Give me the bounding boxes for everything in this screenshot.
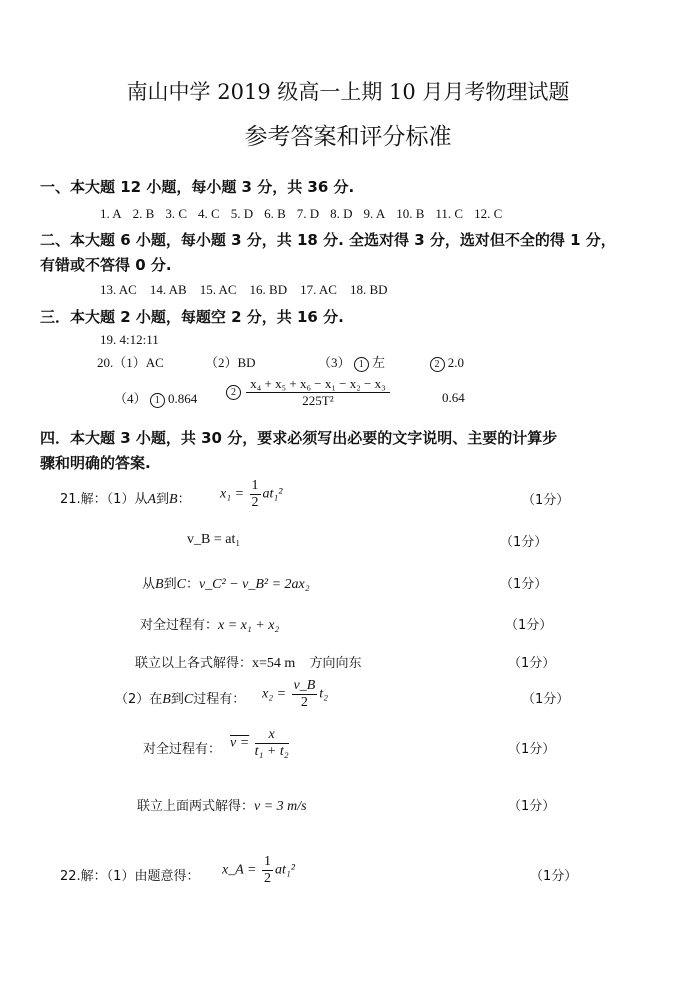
direction-text: 方向向东 — [309, 656, 362, 671]
answer-item: 15. AC — [199, 282, 237, 297]
q20-part3-a: 左 — [372, 356, 386, 371]
eq6-suffix: 过程有： — [193, 692, 246, 707]
q20-part4 — [114, 388, 197, 408]
q21-eq4-line — [140, 614, 279, 634]
eq-rhs: at₁² — [262, 486, 283, 502]
fraction-numerator: 1 — [251, 478, 259, 493]
section-1-answers — [100, 206, 513, 222]
section-4-heading-line1: 四．本大题 3 小题，共 30 分，要求必须写出必要的文字说明、主要的计算步 — [40, 429, 558, 447]
eq8-prefix: 联立上面两式解得： — [137, 799, 255, 814]
points-label: （1分） — [508, 799, 556, 814]
eq-lhs: x_A = — [222, 862, 257, 878]
half-fraction — [262, 854, 273, 887]
answer-item: 10. B — [396, 206, 425, 221]
eq-lhs: x₂ = — [262, 686, 287, 702]
q20-part1: 20.（1）AC — [97, 355, 164, 370]
fraction-denominator: 2 — [251, 495, 259, 510]
q21-eq5: x=54 m — [252, 656, 296, 671]
q21-eq8: v = 3 m/s — [254, 799, 307, 814]
answer-item: 9. A — [363, 206, 386, 221]
eq4-prefix: 对全过程有： — [140, 618, 219, 633]
point-b: B — [169, 492, 178, 507]
answer-item: 14. AB — [149, 282, 187, 297]
answer-item: 17. AC — [300, 282, 337, 297]
eq-lhs: v = — [230, 735, 250, 751]
q20-part4-formula — [226, 376, 392, 409]
q20-part4-c: 0.64 — [442, 390, 465, 405]
fraction-denominator: t₁ + t₂ — [254, 744, 289, 759]
eq7-prefix: 对全过程有： — [143, 742, 222, 757]
eq7-fraction — [255, 727, 289, 760]
to-text: 到 — [156, 492, 170, 507]
points-label: （1分） — [522, 692, 570, 707]
q21-eq7-line — [143, 738, 221, 757]
page-title: 南山中学 2019 级高一上期 10 月月考物理试题 — [126, 80, 570, 104]
q20-part4-a: 0.864 — [168, 391, 198, 406]
eq6-fraction — [292, 678, 318, 711]
points-label: （1分） — [508, 742, 556, 757]
eq6-prefix: （2）在 — [115, 692, 163, 707]
point-b: B — [155, 577, 164, 592]
eq-lhs: x₁ = — [220, 486, 245, 502]
q21-eq6-line — [115, 688, 245, 708]
fraction-numerator: x₄ + x₅ + x₆ − x₁ − x₂ − x₃ — [246, 376, 389, 393]
answer-item: 7. D — [296, 206, 320, 221]
answer-item: 4. C — [198, 206, 220, 221]
answer-item: 2. B — [132, 206, 155, 221]
answer-item: 5. D — [230, 206, 254, 221]
q22-label: 22.解：（1）由题意得： — [60, 869, 200, 884]
fraction-denominator: 2 — [300, 695, 308, 710]
q22-eq — [222, 854, 295, 887]
answer-item: 8. D — [330, 206, 353, 221]
fraction-numerator: x — [255, 727, 289, 744]
points-label: （1分） — [508, 656, 556, 671]
eq-rhs: t₂ — [319, 686, 329, 702]
fraction-denominator: 2 — [263, 871, 271, 886]
q20-part3-label: （3） — [318, 355, 351, 370]
circled-mark: 1 — [354, 357, 369, 372]
circled-mark: 1 — [150, 393, 165, 408]
points-label: （1分） — [505, 618, 553, 633]
fraction-denominator: 225T² — [302, 393, 334, 408]
q21-eq6 — [262, 678, 328, 711]
section-2-heading-line1: 二、本大题 6 小题，每小题 3 分，共 18 分. 全选对得 3 分，选对但不全的得 1 分， — [40, 231, 616, 249]
section-4-heading-line2: 骤和明确的答案. — [40, 454, 151, 472]
answer-item: 1. A — [100, 206, 122, 221]
answer-item: 11. C — [435, 206, 464, 221]
q20-part4-label: （4） — [114, 391, 147, 406]
answer-item: 6. B — [264, 206, 286, 221]
circled-mark: 2 — [430, 357, 445, 372]
fraction-numerator: 1 — [263, 854, 271, 869]
q21-eq3: v_C² − v_B² = 2ax₂ — [198, 577, 310, 592]
q21-eq4: x = x₁ + x₂ — [218, 618, 280, 633]
section-2-heading-line2: 有错或不答得 0 分. — [40, 256, 172, 274]
q20-part2: （2）BD — [205, 355, 256, 370]
point-b: B — [162, 692, 171, 707]
from-text: 从 — [142, 577, 156, 592]
point-c: C — [183, 692, 194, 707]
q21-eq1-line — [60, 488, 191, 508]
q20-part3 — [318, 352, 464, 372]
q21-eq2: v_B = at₁ — [187, 532, 241, 547]
q19-answer: 19. 4:12:11 — [100, 332, 159, 347]
eq-rhs: at₁² — [274, 862, 295, 878]
section-2-answers — [100, 282, 401, 298]
eq5-prefix: 联立以上各式解得： — [135, 656, 253, 671]
q20-part4-fraction — [246, 376, 389, 409]
q21-label: 21.解：（1）从 — [60, 492, 148, 507]
colon: ： — [177, 492, 191, 507]
half-fraction — [250, 478, 261, 511]
q21-eq7 — [230, 727, 291, 760]
page-subtitle: 参考答案和评分标准 — [244, 124, 452, 150]
points-label: （1分） — [530, 869, 578, 884]
point-c: C — [176, 577, 186, 592]
colon: ： — [185, 577, 199, 592]
q21-eq5-line — [135, 652, 361, 672]
q20-part3-b: 2.0 — [447, 355, 465, 370]
q21-eq1 — [220, 478, 283, 511]
answer-item: 18. BD — [349, 282, 388, 297]
answer-item: 13. AC — [100, 282, 137, 297]
q21-eq3-line — [142, 573, 310, 593]
fraction-numerator: v_B — [293, 678, 316, 693]
section-1-heading: 一、本大题 12 小题，每小题 3 分，共 36 分. — [40, 178, 355, 196]
answer-item: 3. C — [165, 206, 188, 221]
points-label: （1分） — [500, 535, 548, 550]
point-a: A — [147, 492, 157, 507]
to-text: 到 — [163, 577, 177, 592]
to-text: 到 — [170, 692, 184, 707]
circled-mark: 2 — [226, 385, 241, 400]
answer-item: 16. BD — [249, 282, 288, 297]
answer-item: 12. C — [474, 206, 503, 221]
section-3-heading: 三．本大题 2 小题，每题空 2 分，共 16 分. — [40, 308, 344, 326]
points-label: （1分） — [500, 577, 548, 592]
q21-eq8-line — [137, 795, 307, 815]
points-label: （1分） — [522, 493, 570, 508]
